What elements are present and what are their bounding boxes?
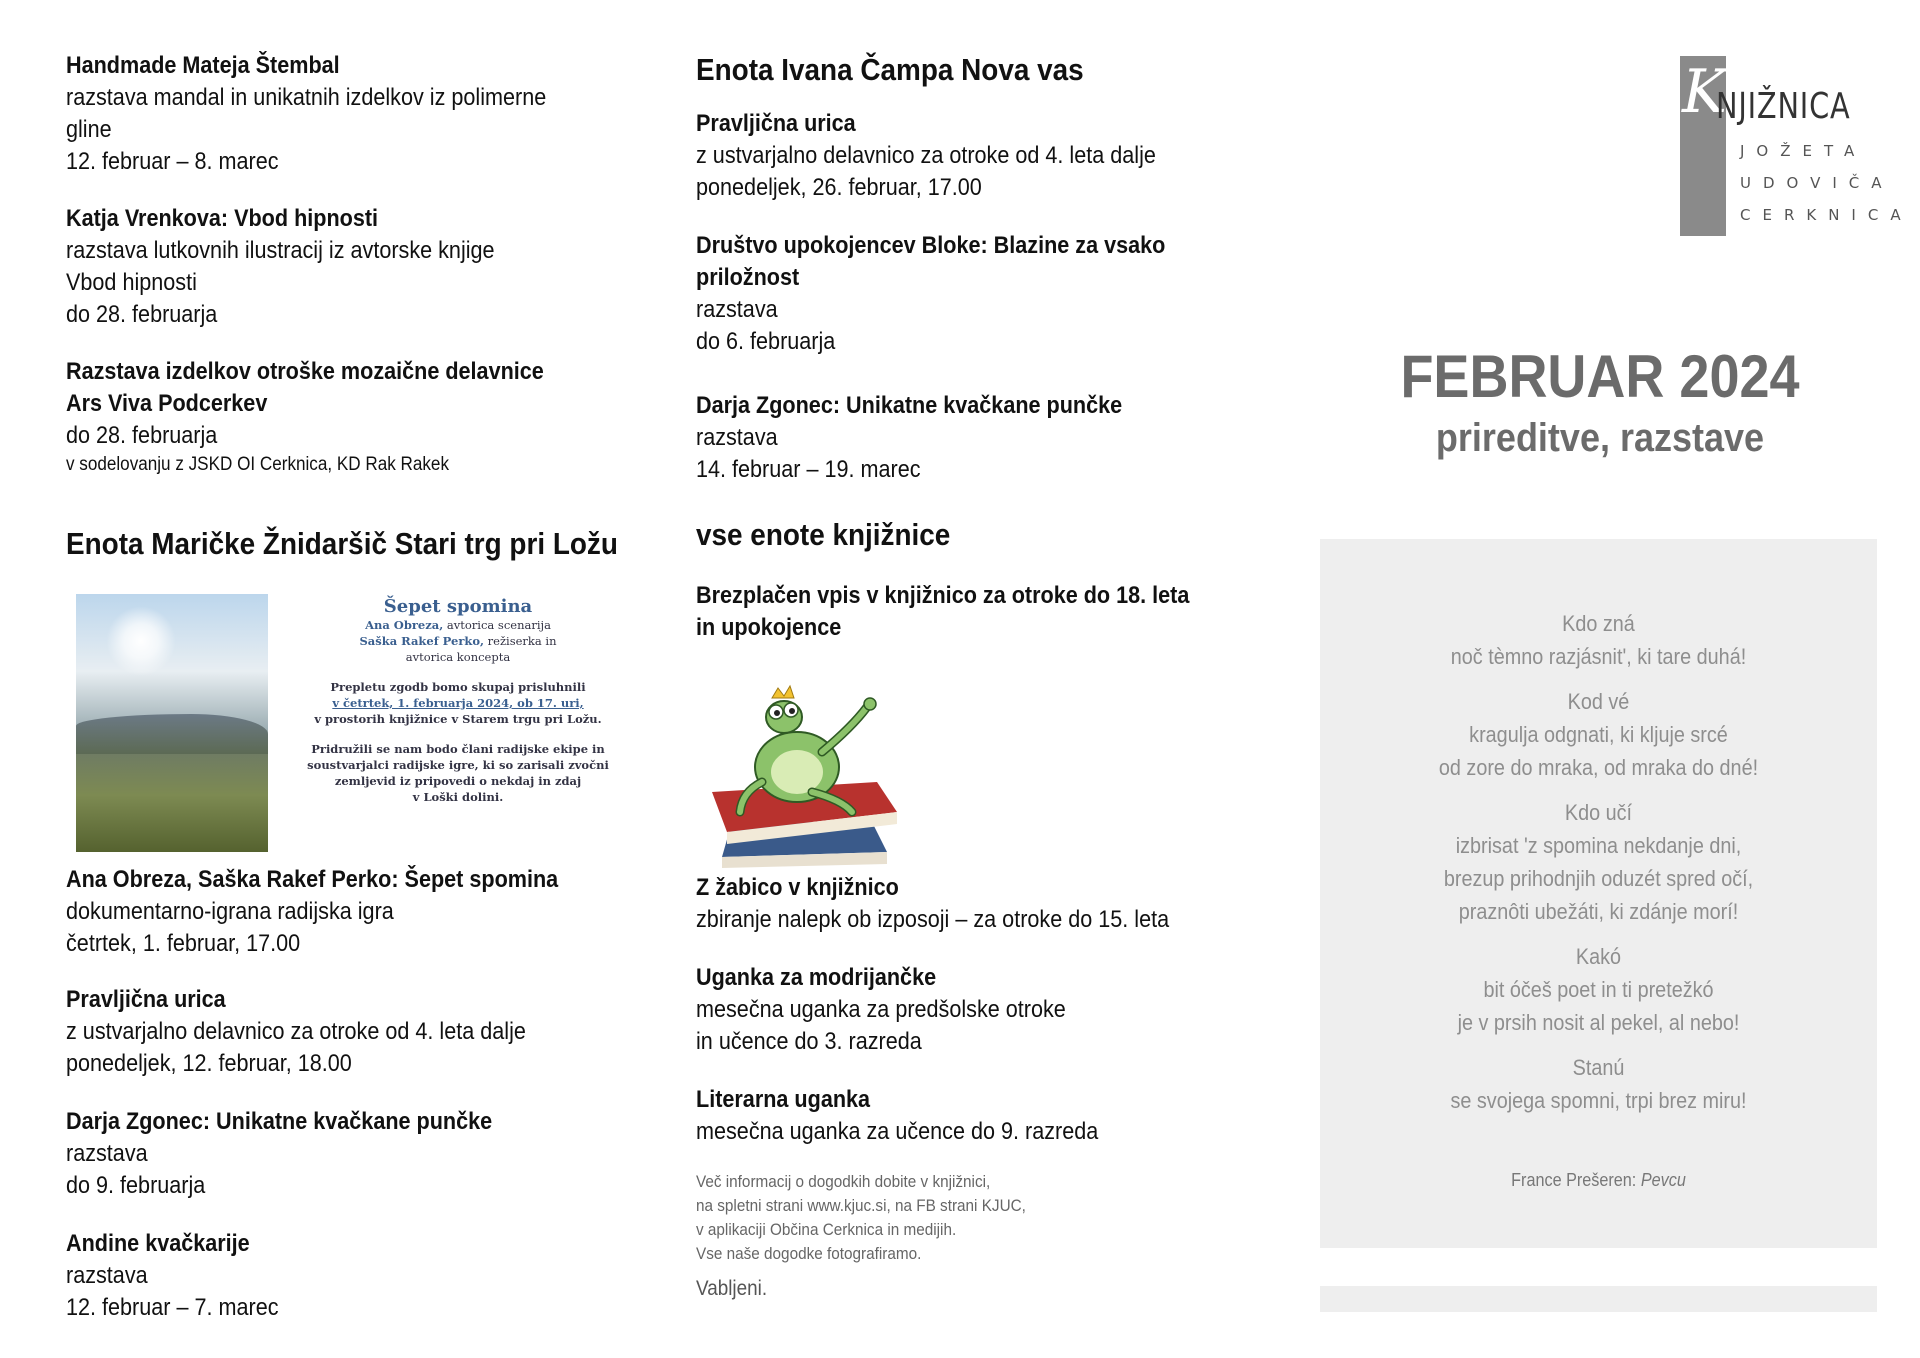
logo-sub: JOŽETA xyxy=(1740,142,1867,160)
sun-glow xyxy=(106,606,176,676)
footer-line: Vse naše dogodke fotografiramo. xyxy=(696,1244,922,1263)
poem xyxy=(1320,607,1877,1129)
event-date: ponedeljek, 12. februar, 18.00 xyxy=(66,1050,352,1077)
event-title: Brezplačen vpis v knjižnico za otroke do 18. leta xyxy=(696,582,1190,609)
bottom-strip xyxy=(1320,1286,1877,1312)
poster-para1-b: v četrtek, 1. februarja 2024, ob 17. uri, xyxy=(332,696,584,710)
poem-title: Pevcu xyxy=(1640,1170,1686,1190)
footer-info xyxy=(696,1170,1255,1266)
poem-line: se svojega spomni, trpi brez miru! xyxy=(1450,1088,1747,1113)
event-desc: mesečna uganka za predšolske otroke xyxy=(696,996,1066,1023)
poem-line: noč tèmno razjásnit', ki tare duhá! xyxy=(1450,644,1747,669)
event-desc: razstava xyxy=(696,424,778,451)
event-title: Z žabico v knjižnico xyxy=(696,874,899,901)
poster-para1-c: v prostorih knjižnice v Starem trgu pri Ložu. xyxy=(314,712,602,726)
event-desc: razstava xyxy=(66,1262,148,1289)
event-kvackane-puncke xyxy=(66,1106,626,1202)
event-title-cont: priložnost xyxy=(696,264,800,291)
section-heading-vse-enote: vse enote knjižnice xyxy=(696,517,951,552)
event-pravljicna-urica-nv xyxy=(696,108,1256,204)
page-subtitle: prireditve, razstave xyxy=(1435,416,1765,460)
poem-line: Kakó xyxy=(1575,944,1622,969)
logo-sub: UDOVIČA xyxy=(1740,174,1894,192)
library-logo xyxy=(1680,56,1913,236)
event-desc: zbiranje nalepk ob izposoji – za otroke do 15. leta xyxy=(696,906,1170,933)
poster-para2-d: v Loški dolini. xyxy=(412,790,504,804)
event-desc: razstava mandal in unikatnih izdelkov iz polimerne xyxy=(66,84,547,111)
poem-line: Stanú xyxy=(1572,1055,1625,1080)
poem-line: brezup prihodnjih oduzét spred očí, xyxy=(1443,866,1754,891)
event-zabica xyxy=(696,872,1256,936)
landscape-photo xyxy=(76,594,268,852)
poem-stanza xyxy=(1320,607,1877,673)
section-heading-nova-vas: Enota Ivana Čampa Nova vas xyxy=(696,52,1084,87)
poem-stanza xyxy=(1320,1051,1877,1117)
event-title: Društvo upokojencev Bloke: Blazine za vsako xyxy=(696,232,1166,259)
event-desc: razstava xyxy=(66,1140,148,1167)
event-title-cont: in upokojence xyxy=(696,614,842,641)
poem-author: France Prešeren: xyxy=(1511,1170,1641,1190)
event-desc: z ustvarjalno delavnico za otroke od 4. leta dalje xyxy=(696,142,1156,169)
poem-line: praznôti ubežáti, ki zdánje morí! xyxy=(1458,899,1739,924)
poem-stanza xyxy=(1320,796,1877,928)
poster-para2-b: soustvarjalci radijske igre, ki so zarisali zvočni xyxy=(307,758,609,772)
event-date: 12. februar – 7. marec xyxy=(66,1294,279,1321)
event-desc: z ustvarjalno delavnico za otroke od 4. leta dalje xyxy=(66,1018,526,1045)
footer-line: Več informacij o dogodkih dobite v knjižnici, xyxy=(696,1172,991,1191)
event-andine-kvackarije xyxy=(66,1228,626,1324)
poem-line: Kod vé xyxy=(1567,689,1630,714)
poem-line: bit óčeš poet in ti pretežkó xyxy=(1483,977,1714,1002)
event-desc: razstava lutkovnih ilustracij iz avtorske knjige xyxy=(66,237,495,264)
poem-line: od zore do mraka, od mraka do dné! xyxy=(1438,755,1759,780)
hills-shape xyxy=(76,714,268,754)
poster-para1-a: Prepletu zgodb bomo skupaj prisluhnili xyxy=(330,680,586,694)
poster-title: Šepet spomina xyxy=(383,596,533,617)
event-title-cont: Ars Viva Podcerkev xyxy=(66,390,268,417)
poster-role-1: avtorica scenarija xyxy=(443,618,551,632)
event-desc: in učence do 3. razreda xyxy=(696,1028,922,1055)
event-date: do 9. februarja xyxy=(66,1172,206,1199)
poster-sepet-spomina xyxy=(76,594,636,852)
event-date: 14. februar – 19. marec xyxy=(696,456,921,483)
footer-line: na spletni strani www.kjuc.si, na FB strani KJUC, xyxy=(696,1196,1026,1215)
poem-line: izbrisat 'z spomina nekdanje dni, xyxy=(1455,833,1742,858)
event-desc: razstava xyxy=(696,296,778,323)
event-date: četrtek, 1. februar, 17.00 xyxy=(66,930,301,957)
event-handmade xyxy=(66,50,626,178)
poem-box xyxy=(1320,539,1877,1248)
poem-line: je v prsih nosit al pekel, al nebo! xyxy=(1457,1010,1740,1035)
event-title: Darja Zgonec: Unikatne kvačkane punčke xyxy=(696,392,1123,419)
poem-line: Kdo zná xyxy=(1562,611,1635,636)
poem-stanza xyxy=(1320,940,1877,1039)
event-vbod-hipnosti xyxy=(66,203,626,331)
event-title: Handmade Mateja Štembal xyxy=(66,52,340,79)
event-date: 12. februar – 8. marec xyxy=(66,148,279,175)
event-title: Katja Vrenkova: Vbod hipnosti xyxy=(66,205,379,232)
poster-role-2: režiserka in xyxy=(484,634,557,648)
event-mozaik xyxy=(66,356,626,478)
poster-author-1: Ana Obreza, xyxy=(365,618,444,632)
poster-role-3: avtorica koncepta xyxy=(405,650,511,664)
logo-sub: CERKNICA xyxy=(1740,206,1913,224)
poem-line: Kdo učí xyxy=(1564,800,1633,825)
logo-name: NJIŽNICA xyxy=(1716,86,1851,127)
frog-on-books-illustration xyxy=(702,672,902,868)
event-desc: mesečna uganka za učence do 9. razreda xyxy=(696,1118,1099,1145)
page-title: FEBRUAR 2024 xyxy=(1400,343,1800,410)
event-title: Andine kvačkarije xyxy=(66,1230,250,1257)
footer-sign: Vabljeni. xyxy=(696,1277,768,1300)
event-date: do 28. februarja xyxy=(66,422,218,449)
event-title: Uganka za modrijančke xyxy=(696,964,937,991)
poster-para2-a: Pridružili se nam bodo člani radijske ekipe in xyxy=(311,742,605,756)
event-date: do 28. februarja xyxy=(66,301,218,328)
poem-stanza xyxy=(1320,685,1877,784)
event-desc: Vbod hipnosti xyxy=(66,269,197,296)
event-sepet-spomina xyxy=(66,864,626,960)
event-desc: dokumentarno-igrana radijska igra xyxy=(66,898,394,925)
logo-k: K xyxy=(1682,57,1727,127)
event-pravljicna-urica xyxy=(66,984,626,1080)
event-date: ponedeljek, 26. februar, 17.00 xyxy=(696,174,982,201)
poster-author-2: Saška Rakef Perko, xyxy=(359,634,485,648)
event-kvackane-puncke-nv xyxy=(696,390,1256,486)
event-title: Razstava izdelkov otroške mozaične delavnice xyxy=(66,358,544,385)
event-title: Pravljična urica xyxy=(696,110,856,137)
event-title: Darja Zgonec: Unikatne kvačkane punčke xyxy=(66,1108,493,1135)
event-blazine xyxy=(696,230,1256,358)
event-literarna-uganka xyxy=(696,1084,1256,1148)
event-uganka-modrijancki xyxy=(696,962,1256,1058)
poster-para2-c: zemljevid iz pripovedi o nekdaj in zdaj xyxy=(334,774,582,788)
column-right xyxy=(1320,0,1913,1358)
poem-credit xyxy=(1348,1170,1849,1191)
poster-text xyxy=(280,594,636,805)
event-brezplacen-vpis xyxy=(696,580,1256,644)
section-heading-stari-trg: Enota Maričke Žnidaršič Stari trg pri Ložu xyxy=(66,526,618,561)
footer-line: v aplikaciji Občina Cerknica in medijih. xyxy=(696,1220,957,1239)
event-desc: gline xyxy=(66,116,112,143)
event-date: do 6. februarja xyxy=(696,328,836,355)
event-title: Pravljična urica xyxy=(66,986,226,1013)
event-title: Literarna uganka xyxy=(696,1086,871,1113)
event-title: Ana Obreza, Saška Rakef Perko: Šepet spomina xyxy=(66,866,559,893)
event-note: v sodelovanju z JSKD OI Cerknica, KD Rak Rakek xyxy=(66,454,450,475)
poem-line: kragulja odgnati, ki kljuje srcé xyxy=(1469,722,1728,747)
